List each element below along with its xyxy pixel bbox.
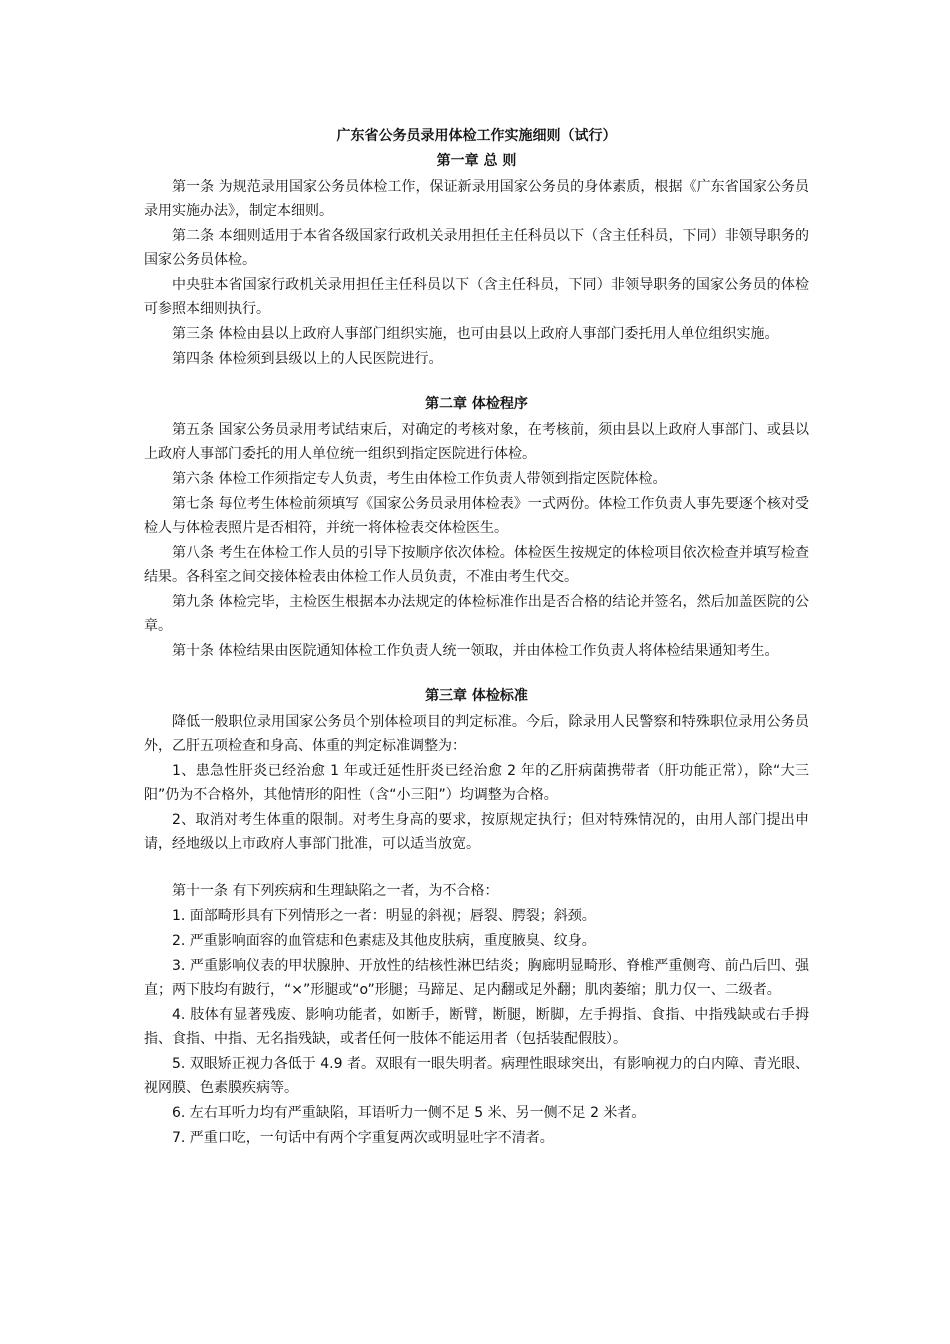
article-2-supplement: 中央驻本省国家行政机关录用担任主任科员以下（含主任科员，下同）非领导职务的国家公务员的体检可参照本细则执行。 [144, 277, 809, 317]
article-9: 第九条 体检完毕，主检医生根据本办法规定的体检标准作出是否合格的结论并签名，然后加盖医院的公章。 [144, 594, 809, 634]
article-11-item-4: 4. 肢体有显著残废、影响功能者，如断手，断臂，断腿，断脚，左手拇指、食指、中指残缺或右手拇指、食指、中指、无名指残缺，或者任何一肢体不能运用者（包括装配假肢）。 [144, 1007, 809, 1047]
article-2: 第二条 本细则适用于本省各级国家行政机关录用担任主任科员以下（含主任科员，下同）非领导职务的国家公务员体检。 [144, 228, 809, 268]
article-11-item-2: 2. 严重影响面容的血管痣和色素痣及其他皮肤病，重度腋臭、纹身。 [172, 933, 596, 949]
spacer [144, 857, 809, 879]
spacer [144, 372, 809, 394]
chapter-1-heading: 第一章 总 则 [436, 153, 517, 169]
article-7: 第七条 每位考生体检前须填写《国家公务员录用体检表》一式两份。体检工作负责人事先要逐个核对受检人与体检表照片是否相符，并统一将体检表交体检医生。 [144, 496, 809, 536]
article-6: 第六条 体检工作须指定专人负责，考生由体检工作负责人带领到指定医院体检。 [172, 471, 667, 487]
article-11: 第十一条 有下列疾病和生理缺陷之一者，为不合格： [172, 883, 499, 899]
article-3: 第三条 体检由县以上政府人事部门组织实施，也可由县以上政府人事部门委托用人单位组织实施。 [172, 326, 779, 342]
article-4: 第四条 体检须到县级以上的人民医院进行。 [172, 351, 443, 367]
document-title: 广东省公务员录用体检工作实施细则（试行） [336, 128, 617, 144]
article-11-item-7: 7. 严重口吃，一句话中有两个字重复两次或明显吐字不清者。 [172, 1130, 554, 1146]
article-10: 第十条 体检结果由医院通知体检工作负责人统一领取，并由体检工作负责人将体检结果通知考生。 [172, 643, 779, 659]
document-page [144, 126, 809, 1151]
standards-item-2: 2、取消对考生体重的限制。对考生身高的要求，按原规定执行；但对特殊情况的，由用人部门提出申请，经地级以上市政府人事部门批准，可以适当放宽。 [144, 812, 809, 852]
article-11-item-5: 5. 双眼矫正视力各低于 4.9 者。双眼有一眼失明者。病理性眼球突出，有影响视力的白内障、青光眼、视网膜、色素膜疾病等。 [144, 1056, 809, 1096]
article-1: 第一条 为规范录用国家公务员体检工作，保证新录用国家公务员的身体素质，根据《广东省国家公务员录用实施办法》，制定本细则。 [144, 179, 809, 219]
article-11-item-3: 3. 严重影响仪表的甲状腺肿、开放性的结核性淋巴结炎；胸廊明显畸形、脊椎严重侧弯、前凸后凹、强直；两下肢均有跛行，“×”形腿或“o”形腿；马蹄足、足内翻或足外翻；肌肉萎缩；肌力仅一、二级者。 [144, 958, 809, 998]
spacer [144, 664, 809, 686]
article-11-item-1: 1. 面部畸形具有下列情形之一者：明显的斜视；唇裂、腭裂；斜颈。 [172, 908, 596, 924]
chapter-2-heading: 第二章 体检程序 [425, 396, 528, 412]
chapter-3-heading: 第三章 体检标准 [425, 688, 528, 704]
standards-intro: 降低一般职位录用国家公务员个别体检项目的判定标准。今后，除录用人民警察和特殊职位录用公务员外，乙肝五项检查和身高、体重的判定标准调整为： [144, 714, 809, 754]
article-5: 第五条 国家公务员录用考试结束后，对确定的考核对象，在考核前，须由县以上政府人事部门、或县以上政府人事部门委托的用人单位统一组织到指定医院进行体检。 [144, 422, 809, 462]
article-11-item-6: 6. 左右耳听力均有严重缺陷，耳语听力一侧不足 5 米、另一侧不足 2 米者。 [172, 1105, 646, 1121]
standards-item-1: 1、患急性肝炎已经治愈 1 年或迁延性肝炎已经治愈 2 年的乙肝病菌携带者（肝功能正常），除“大三阳”仍为不合格外，其他情形的阳性（含“小三阳”）均调整为合格。 [144, 763, 809, 803]
article-8: 第八条 考生在体检工作人员的引导下按顺序依次体检。体检医生按规定的体检项目依次检查并填写检查结果。各科室之间交接体检表由体检工作人员负责，不准由考生代交。 [144, 545, 809, 585]
